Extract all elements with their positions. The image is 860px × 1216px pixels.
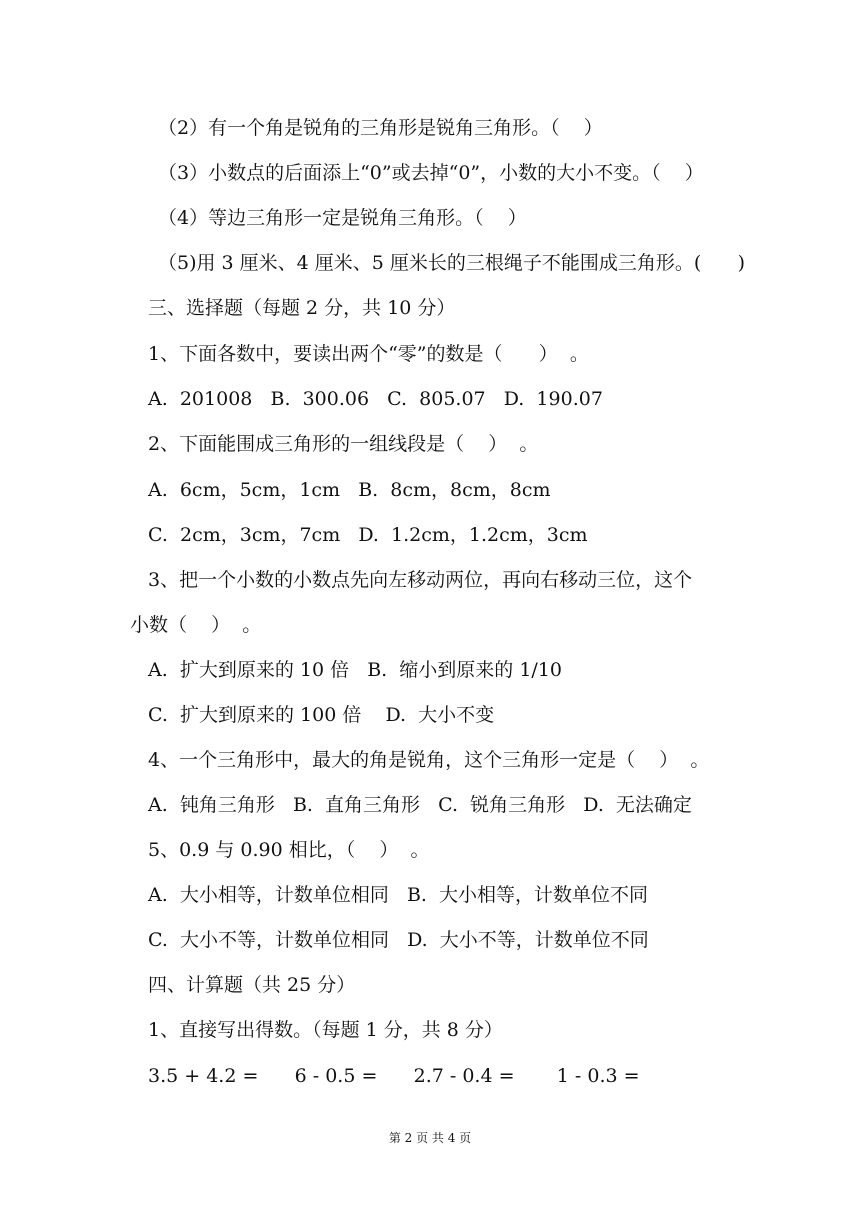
true-false-item-2: （2）有一个角是锐角的三角形是锐角三角形。（ ）: [158, 117, 603, 139]
true-false-item-3: （3）小数点的后面添上“0”或去掉“0”，小数的大小不变。（ ）: [158, 162, 704, 184]
question-2: 2、下面能围成三角形的一组线段是（ ） 。: [148, 433, 539, 455]
page-number-footer: 第 2 页 共 4 页: [388, 1131, 472, 1145]
question-5: 5、0.9 与 0.90 相比，（ ） 。: [148, 839, 430, 861]
question-3: 3、把一个小数的小数点先向左移动两位，再向右移动三位，这个: [148, 569, 693, 591]
question-2-options-cd: C. 2cm，3cm，7cm D. 1.2cm，1.2cm，3cm: [148, 524, 588, 546]
true-false-item-5: （5)用 3 厘米、4 厘米、5 厘米长的三根绳子不能围成三角形。( ): [158, 252, 745, 274]
section-heading-choice: 三、选择题（每题 2 分，共 10 分）: [148, 297, 456, 319]
question-2-options-ab: A. 6cm，5cm，1cm B. 8cm，8cm，8cm: [148, 479, 551, 501]
question-4: 4、一个三角形中，最大的角是锐角，这个三角形一定是（ ） 。: [148, 749, 710, 771]
question-4-options: A. 钝角三角形 B. 直角三角形 C. 锐角三角形 D. 无法确定: [148, 794, 692, 816]
question-1-options: A. 201008 B. 300.06 C. 805.07 D. 190.07: [148, 388, 603, 410]
true-false-item-4: （4）等边三角形一定是锐角三角形。（ ）: [158, 207, 527, 229]
question-3-options-ab: A. 扩大到原来的 10 倍 B. 缩小到原来的 1/10: [148, 659, 563, 681]
section-heading-calculation: 四、计算题（共 25 分）: [148, 974, 356, 996]
question-5-options-cd: C. 大小不等，计数单位相同 D. 大小不等，计数单位不同: [148, 929, 649, 951]
question-3-continued: 小数（ ） 。: [130, 614, 262, 636]
question-1: 1、下面各数中，要读出两个“零”的数是（ ） 。: [148, 343, 589, 365]
calculation-instruction: 1、直接写出得数。（每题 1 分，共 8 分）: [148, 1019, 503, 1041]
question-3-options-cd: C. 扩大到原来的 100 倍 D. 大小不变: [148, 704, 495, 726]
question-5-options-ab: A. 大小相等，计数单位相同 B. 大小相等，计数单位不同: [148, 884, 649, 906]
calculation-row-1: 3.5 + 4.2 = 6 - 0.5 = 2.7 - 0.4 = 1 - 0.3 =: [148, 1065, 640, 1087]
